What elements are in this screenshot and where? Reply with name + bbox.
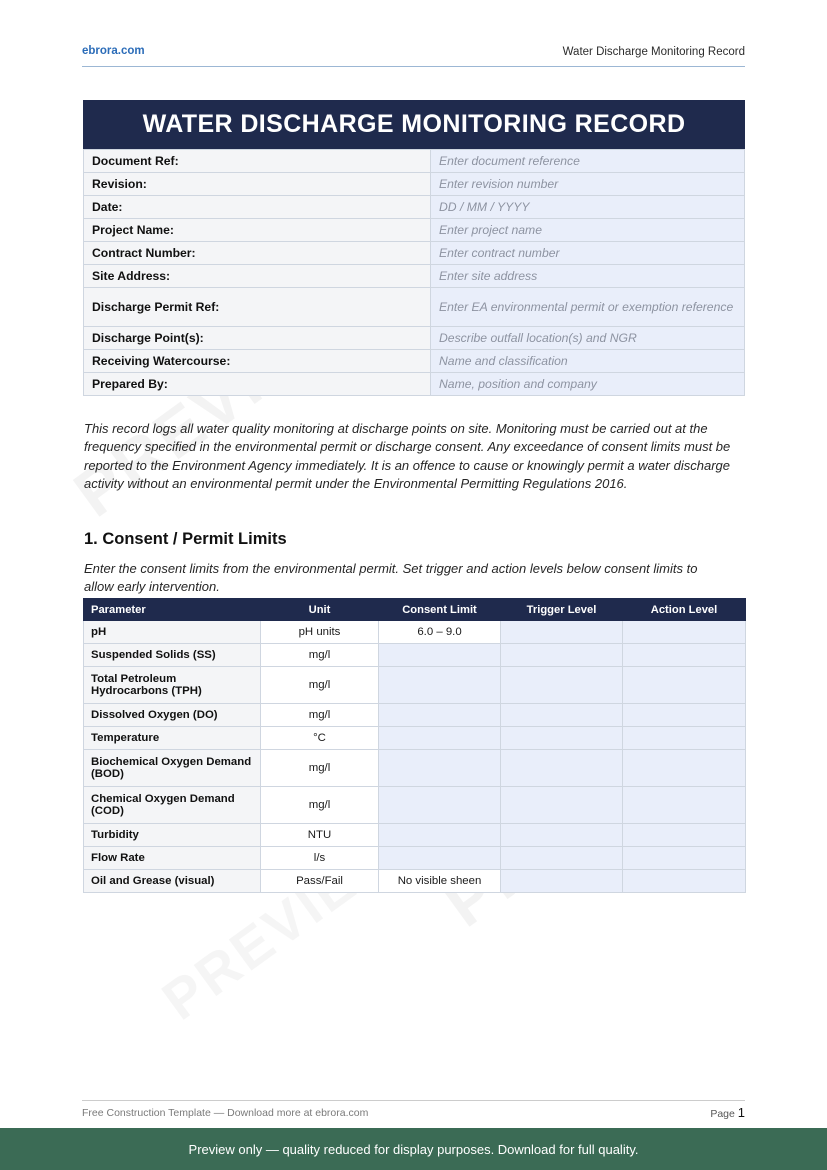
cell-trigger-level[interactable] (501, 667, 623, 704)
footer-credit-text: Free Construction Template — Download more at ebrora.com (82, 1107, 369, 1119)
info-label: Date: (84, 196, 431, 219)
document-info-table (83, 149, 745, 396)
consent-limits-body (84, 621, 746, 893)
cell-parameter: pH (84, 621, 261, 644)
cell-trigger-level[interactable] (501, 824, 623, 847)
table-row (84, 704, 746, 727)
cell-action-level[interactable] (623, 750, 746, 787)
cell-unit: mg/l (261, 667, 379, 704)
column-header-trigger-level: Trigger Level (501, 599, 623, 621)
cell-unit: mg/l (261, 644, 379, 667)
cell-parameter: Turbidity (84, 824, 261, 847)
column-header-unit: Unit (261, 599, 379, 621)
cell-parameter: Temperature (84, 727, 261, 750)
table-row (84, 265, 745, 288)
cell-action-level[interactable] (623, 704, 746, 727)
cell-trigger-level[interactable] (501, 644, 623, 667)
table-row (84, 787, 746, 824)
cell-parameter: Flow Rate (84, 847, 261, 870)
consent-limits-header (84, 599, 746, 621)
info-value-field[interactable]: Enter project name (431, 219, 745, 242)
info-value-field[interactable]: DD / MM / YYYY (431, 196, 745, 219)
cell-consent-limit[interactable] (379, 727, 501, 750)
info-value-field[interactable]: Enter revision number (431, 173, 745, 196)
cell-trigger-level[interactable] (501, 727, 623, 750)
table-header-row (84, 599, 746, 621)
cell-unit: Pass/Fail (261, 870, 379, 893)
cell-consent-limit[interactable] (379, 787, 501, 824)
cell-action-level[interactable] (623, 847, 746, 870)
column-header-consent-limit: Consent Limit (379, 599, 501, 621)
document-title-banner (83, 100, 745, 149)
cell-consent-limit[interactable] (379, 750, 501, 787)
footer-page-number: 1 (737, 1105, 745, 1120)
table-row (84, 173, 745, 196)
table-row (84, 727, 746, 750)
info-value-field[interactable]: Enter EA environmental permit or exemption reference (431, 288, 745, 327)
column-header-action-level: Action Level (623, 599, 746, 621)
preview-quality-banner (0, 1128, 827, 1170)
table-row (84, 621, 746, 644)
cell-parameter: Suspended Solids (SS) (84, 644, 261, 667)
consent-limits-table (83, 598, 746, 893)
table-row (84, 242, 745, 265)
preview-banner-text: Preview only — quality reduced for display purposes. Download for full quality. (188, 1141, 639, 1157)
cell-parameter: Total Petroleum Hydrocarbons (TPH) (84, 667, 261, 704)
cell-consent-limit[interactable] (379, 704, 501, 727)
page-running-footer (82, 1100, 745, 1125)
info-value-field[interactable]: Name, position and company (431, 373, 745, 396)
info-label: Discharge Point(s): (84, 327, 431, 350)
cell-consent-limit[interactable] (379, 824, 501, 847)
table-row (84, 350, 745, 373)
cell-parameter: Chemical Oxygen Demand (COD) (84, 787, 261, 824)
info-label: Site Address: (84, 265, 431, 288)
table-row (84, 644, 746, 667)
cell-trigger-level[interactable] (501, 870, 623, 893)
intro-paragraph: This record logs all water quality monitoring at discharge points on site. Monitoring must be carried out at the frequency specified in the environmental permit or discharge consent. Any exceedance of consent limits must be reported to the Environment Agency immediately. It is an offence to cause or knowingly permit a water discharge activity without an environmental permit under the Environmental Permitting Regulations 2016. (84, 421, 731, 492)
footer-page-indicator (710, 1105, 745, 1120)
cell-consent-limit[interactable]: 6.0 – 9.0 (379, 621, 501, 644)
document-info-body (84, 150, 745, 396)
table-row (84, 824, 746, 847)
table-row (84, 847, 746, 870)
cell-consent-limit[interactable] (379, 644, 501, 667)
info-value-field[interactable]: Enter contract number (431, 242, 745, 265)
cell-action-level[interactable] (623, 667, 746, 704)
table-row (84, 750, 746, 787)
info-value-field[interactable]: Name and classification (431, 350, 745, 373)
page-running-header (82, 44, 745, 67)
table-row (84, 327, 745, 350)
cell-consent-limit[interactable]: No visible sheen (379, 870, 501, 893)
footer-page-label: Page (710, 1108, 735, 1120)
table-row (84, 150, 745, 173)
cell-unit: mg/l (261, 750, 379, 787)
cell-trigger-level[interactable] (501, 621, 623, 644)
cell-unit: °C (261, 727, 379, 750)
table-row (84, 196, 745, 219)
cell-unit: mg/l (261, 787, 379, 824)
cell-trigger-level[interactable] (501, 787, 623, 824)
cell-parameter: Dissolved Oxygen (DO) (84, 704, 261, 727)
table-row (84, 373, 745, 396)
cell-consent-limit[interactable] (379, 667, 501, 704)
info-value-field[interactable]: Describe outfall location(s) and NGR (431, 327, 745, 350)
cell-trigger-level[interactable] (501, 750, 623, 787)
cell-unit: l/s (261, 847, 379, 870)
section-1-subtext: Enter the consent limits from the environmental permit. Set trigger and action levels below consent limits to allow early intervention. (84, 561, 698, 595)
cell-trigger-level[interactable] (501, 847, 623, 870)
info-label: Contract Number: (84, 242, 431, 265)
cell-consent-limit[interactable] (379, 847, 501, 870)
cell-action-level[interactable] (623, 870, 746, 893)
table-row (84, 219, 745, 242)
running-header-title: Water Discharge Monitoring Record (562, 46, 745, 58)
cell-unit: mg/l (261, 704, 379, 727)
info-value-field[interactable]: Enter document reference (431, 150, 745, 173)
info-label: Document Ref: (84, 150, 431, 173)
table-row (84, 288, 745, 327)
cell-action-level[interactable] (623, 787, 746, 824)
site-link[interactable]: ebrora.com (82, 45, 145, 57)
cell-action-level[interactable] (623, 644, 746, 667)
info-label: Receiving Watercourse: (84, 350, 431, 373)
cell-action-level[interactable] (623, 621, 746, 644)
cell-unit: NTU (261, 824, 379, 847)
info-label: Discharge Permit Ref: (84, 288, 431, 327)
info-label: Project Name: (84, 219, 431, 242)
section-1-heading: 1. Consent / Permit Limits (84, 530, 287, 548)
table-row (84, 870, 746, 893)
info-value-field[interactable]: Enter site address (431, 265, 745, 288)
cell-parameter: Biochemical Oxygen Demand (BOD) (84, 750, 261, 787)
cell-trigger-level[interactable] (501, 704, 623, 727)
info-label: Prepared By: (84, 373, 431, 396)
column-header-parameter: Parameter (84, 599, 261, 621)
cell-action-level[interactable] (623, 727, 746, 750)
info-label: Revision: (84, 173, 431, 196)
cell-unit: pH units (261, 621, 379, 644)
cell-action-level[interactable] (623, 824, 746, 847)
cell-parameter: Oil and Grease (visual) (84, 870, 261, 893)
table-row (84, 667, 746, 704)
page-title: WATER DISCHARGE MONITORING RECORD (142, 110, 686, 138)
